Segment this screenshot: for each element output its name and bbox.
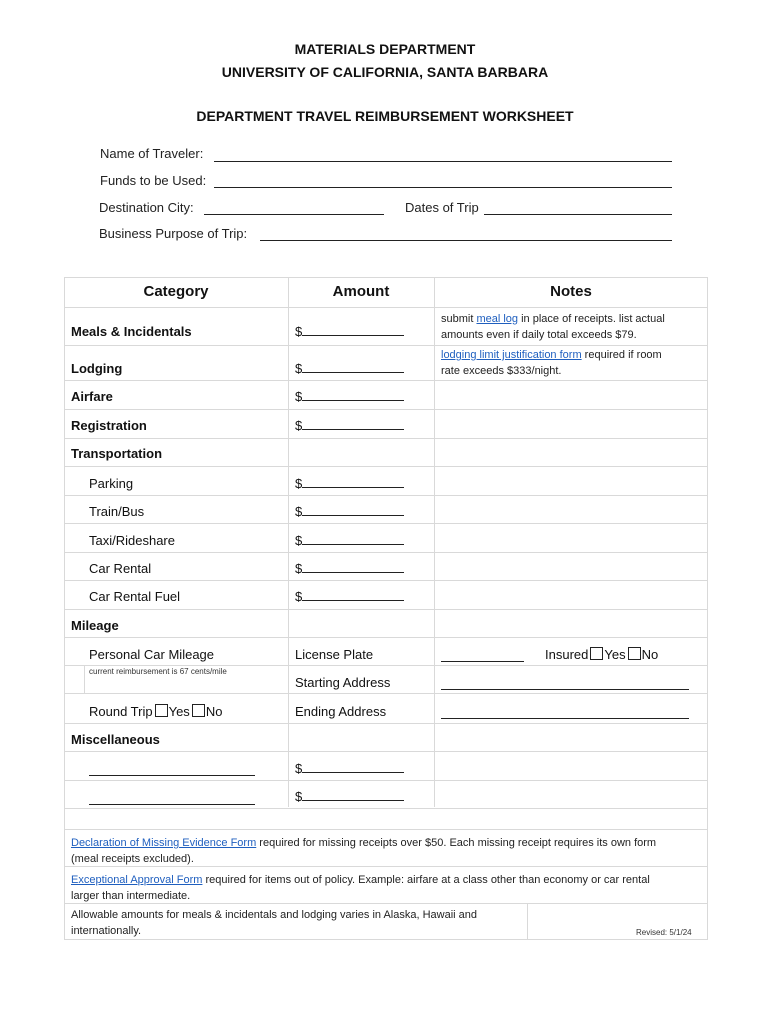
row-divider bbox=[64, 751, 708, 752]
dollar-sign: $ bbox=[295, 789, 303, 804]
rate-note-divider bbox=[84, 665, 85, 693]
row-divider bbox=[64, 495, 708, 496]
trip-dates-label: Dates of Trip bbox=[405, 200, 479, 215]
form-title: DEPARTMENT TRAVEL REIMBURSEMENT WORKSHEET bbox=[196, 108, 574, 124]
revised-divider bbox=[527, 903, 528, 940]
parking-amount[interactable] bbox=[295, 476, 404, 491]
personal-car-mileage-label: Personal Car Mileage bbox=[89, 647, 215, 662]
transportation-label: Transportation bbox=[71, 446, 163, 461]
taxi-rideshare-amount[interactable] bbox=[295, 533, 404, 548]
misc-item-2-amount[interactable] bbox=[295, 789, 404, 804]
round-trip-label: Round Trip bbox=[89, 704, 153, 719]
ending-address-field[interactable] bbox=[441, 718, 689, 719]
funds-label: Funds to be Used: bbox=[100, 173, 207, 188]
lodging-justification-link[interactable]: lodging limit justification form bbox=[441, 349, 582, 361]
destination-city-label: Destination City: bbox=[99, 200, 194, 215]
insured-no-label: No bbox=[641, 647, 659, 662]
row-divider bbox=[288, 665, 708, 666]
row-divider bbox=[64, 609, 708, 610]
dollar-sign: $ bbox=[295, 504, 303, 519]
traveler-name-label: Name of Traveler: bbox=[100, 146, 204, 161]
row-divider bbox=[64, 665, 288, 666]
column-divider bbox=[434, 277, 435, 807]
row-divider bbox=[64, 637, 708, 638]
dollar-sign: $ bbox=[295, 476, 303, 491]
license-plate-field[interactable] bbox=[441, 661, 524, 662]
misc-item-1-amount[interactable] bbox=[295, 761, 404, 776]
exceptional-approval-note: Exceptional Approval Form required for items out of policy. Example: airfare at a class other than economy or car rental larger than intermediate. bbox=[71, 874, 650, 902]
dollar-sign: $ bbox=[295, 418, 303, 433]
car-rental-label: Car Rental bbox=[89, 561, 152, 576]
misc-item-1-field[interactable] bbox=[89, 775, 255, 776]
train-bus-amount[interactable] bbox=[295, 504, 404, 519]
table-border-top bbox=[64, 277, 708, 278]
starting-address-label: Starting Address bbox=[295, 675, 391, 690]
lodging-label: Lodging bbox=[71, 361, 123, 376]
starting-address-field[interactable] bbox=[441, 689, 689, 690]
car-rental-fuel-label: Car Rental Fuel bbox=[89, 589, 181, 604]
exceptional-approval-link[interactable]: Exceptional Approval Form bbox=[71, 874, 203, 886]
row-divider bbox=[64, 307, 708, 308]
row-divider bbox=[64, 523, 708, 524]
ending-address-label: Ending Address bbox=[295, 704, 387, 719]
row-divider bbox=[64, 723, 708, 724]
row-divider bbox=[64, 552, 708, 553]
car-rental-amount[interactable] bbox=[295, 561, 404, 576]
trip-dates-field[interactable] bbox=[484, 214, 672, 215]
insured-label: Insured bbox=[545, 647, 589, 662]
meals-amount[interactable] bbox=[295, 324, 404, 339]
row-divider bbox=[64, 380, 708, 381]
airfare-label: Airfare bbox=[71, 389, 113, 404]
insured-row bbox=[545, 647, 658, 662]
row-divider bbox=[64, 808, 708, 809]
traveler-name-field[interactable] bbox=[214, 161, 672, 162]
insured-yes-label: Yes bbox=[604, 647, 626, 662]
mileage-label: Mileage bbox=[71, 618, 119, 633]
round-trip-no-checkbox[interactable] bbox=[192, 704, 205, 717]
dollar-sign: $ bbox=[295, 533, 303, 548]
insured-no-checkbox[interactable] bbox=[628, 647, 641, 660]
registration-label: Registration bbox=[71, 418, 147, 433]
category-header: Category bbox=[143, 283, 209, 300]
dollar-sign: $ bbox=[295, 561, 303, 576]
reimbursement-rate-note: current reimbursement is 67 cents/mile bbox=[89, 667, 227, 676]
business-purpose-label: Business Purpose of Trip: bbox=[99, 226, 248, 241]
business-purpose-field[interactable] bbox=[260, 240, 672, 241]
dollar-sign: $ bbox=[295, 761, 303, 776]
column-divider bbox=[288, 277, 289, 807]
round-trip-yes-label: Yes bbox=[168, 704, 190, 719]
train-bus-label: Train/Bus bbox=[89, 504, 145, 519]
lodging-note: lodging limit justification form required if room rate exceeds $333/night. bbox=[441, 349, 662, 377]
meal-log-link[interactable]: meal log bbox=[476, 313, 519, 325]
destination-city-field[interactable] bbox=[204, 214, 384, 215]
round-trip-yes-checkbox[interactable] bbox=[155, 704, 168, 717]
row-divider bbox=[288, 345, 434, 346]
parking-label: Parking bbox=[89, 476, 134, 491]
insured-yes-checkbox[interactable] bbox=[590, 647, 603, 660]
department-name: MATERIALS DEPARTMENT bbox=[294, 41, 476, 57]
row-divider bbox=[64, 780, 708, 781]
amount-header: Amount bbox=[332, 283, 390, 300]
taxi-rideshare-label: Taxi/Rideshare bbox=[89, 533, 175, 548]
dollar-sign: $ bbox=[295, 389, 303, 404]
row-divider bbox=[64, 466, 708, 467]
row-divider bbox=[64, 580, 708, 581]
row-divider bbox=[64, 409, 708, 410]
miscellaneous-label: Miscellaneous bbox=[71, 732, 160, 747]
license-plate-label: License Plate bbox=[295, 647, 374, 662]
allowable-amounts-note: Allowable amounts for meals & incidentals and lodging varies in Alaska, Hawaii and internationally. bbox=[71, 909, 478, 937]
notes-header: Notes bbox=[550, 283, 592, 300]
row-divider bbox=[64, 693, 708, 694]
dollar-sign: $ bbox=[295, 589, 303, 604]
meals-note: submit meal log in place of receipts. list actual amounts even if daily total exceeds $79. bbox=[441, 313, 665, 341]
dollar-sign: $ bbox=[295, 361, 303, 376]
funds-field[interactable] bbox=[214, 187, 672, 188]
missing-evidence-note: Declaration of Missing Evidence Form required for missing receipts over $50. Each missing receipt requires its own form (meal receipts excluded). bbox=[71, 837, 657, 865]
missing-evidence-link[interactable]: Declaration of Missing Evidence Form bbox=[71, 837, 257, 849]
airfare-amount[interactable] bbox=[295, 389, 404, 404]
university-name: UNIVERSITY OF CALIFORNIA, SANTA BARBARA bbox=[221, 64, 549, 80]
round-trip-row bbox=[89, 704, 222, 719]
round-trip-no-label: No bbox=[205, 704, 223, 719]
meals-label: Meals & Incidentals bbox=[71, 324, 192, 339]
revised-date: Revised: 5/1/24 bbox=[636, 928, 692, 937]
table-border-bottom bbox=[64, 939, 708, 940]
row-divider bbox=[64, 829, 708, 830]
row-divider bbox=[64, 345, 288, 346]
row-divider bbox=[64, 438, 708, 439]
registration-amount[interactable] bbox=[295, 418, 404, 433]
dollar-sign: $ bbox=[295, 324, 303, 339]
row-divider bbox=[434, 345, 708, 346]
misc-item-2-field[interactable] bbox=[89, 804, 255, 805]
car-rental-fuel-amount[interactable] bbox=[295, 589, 404, 604]
lodging-amount[interactable] bbox=[295, 361, 404, 376]
